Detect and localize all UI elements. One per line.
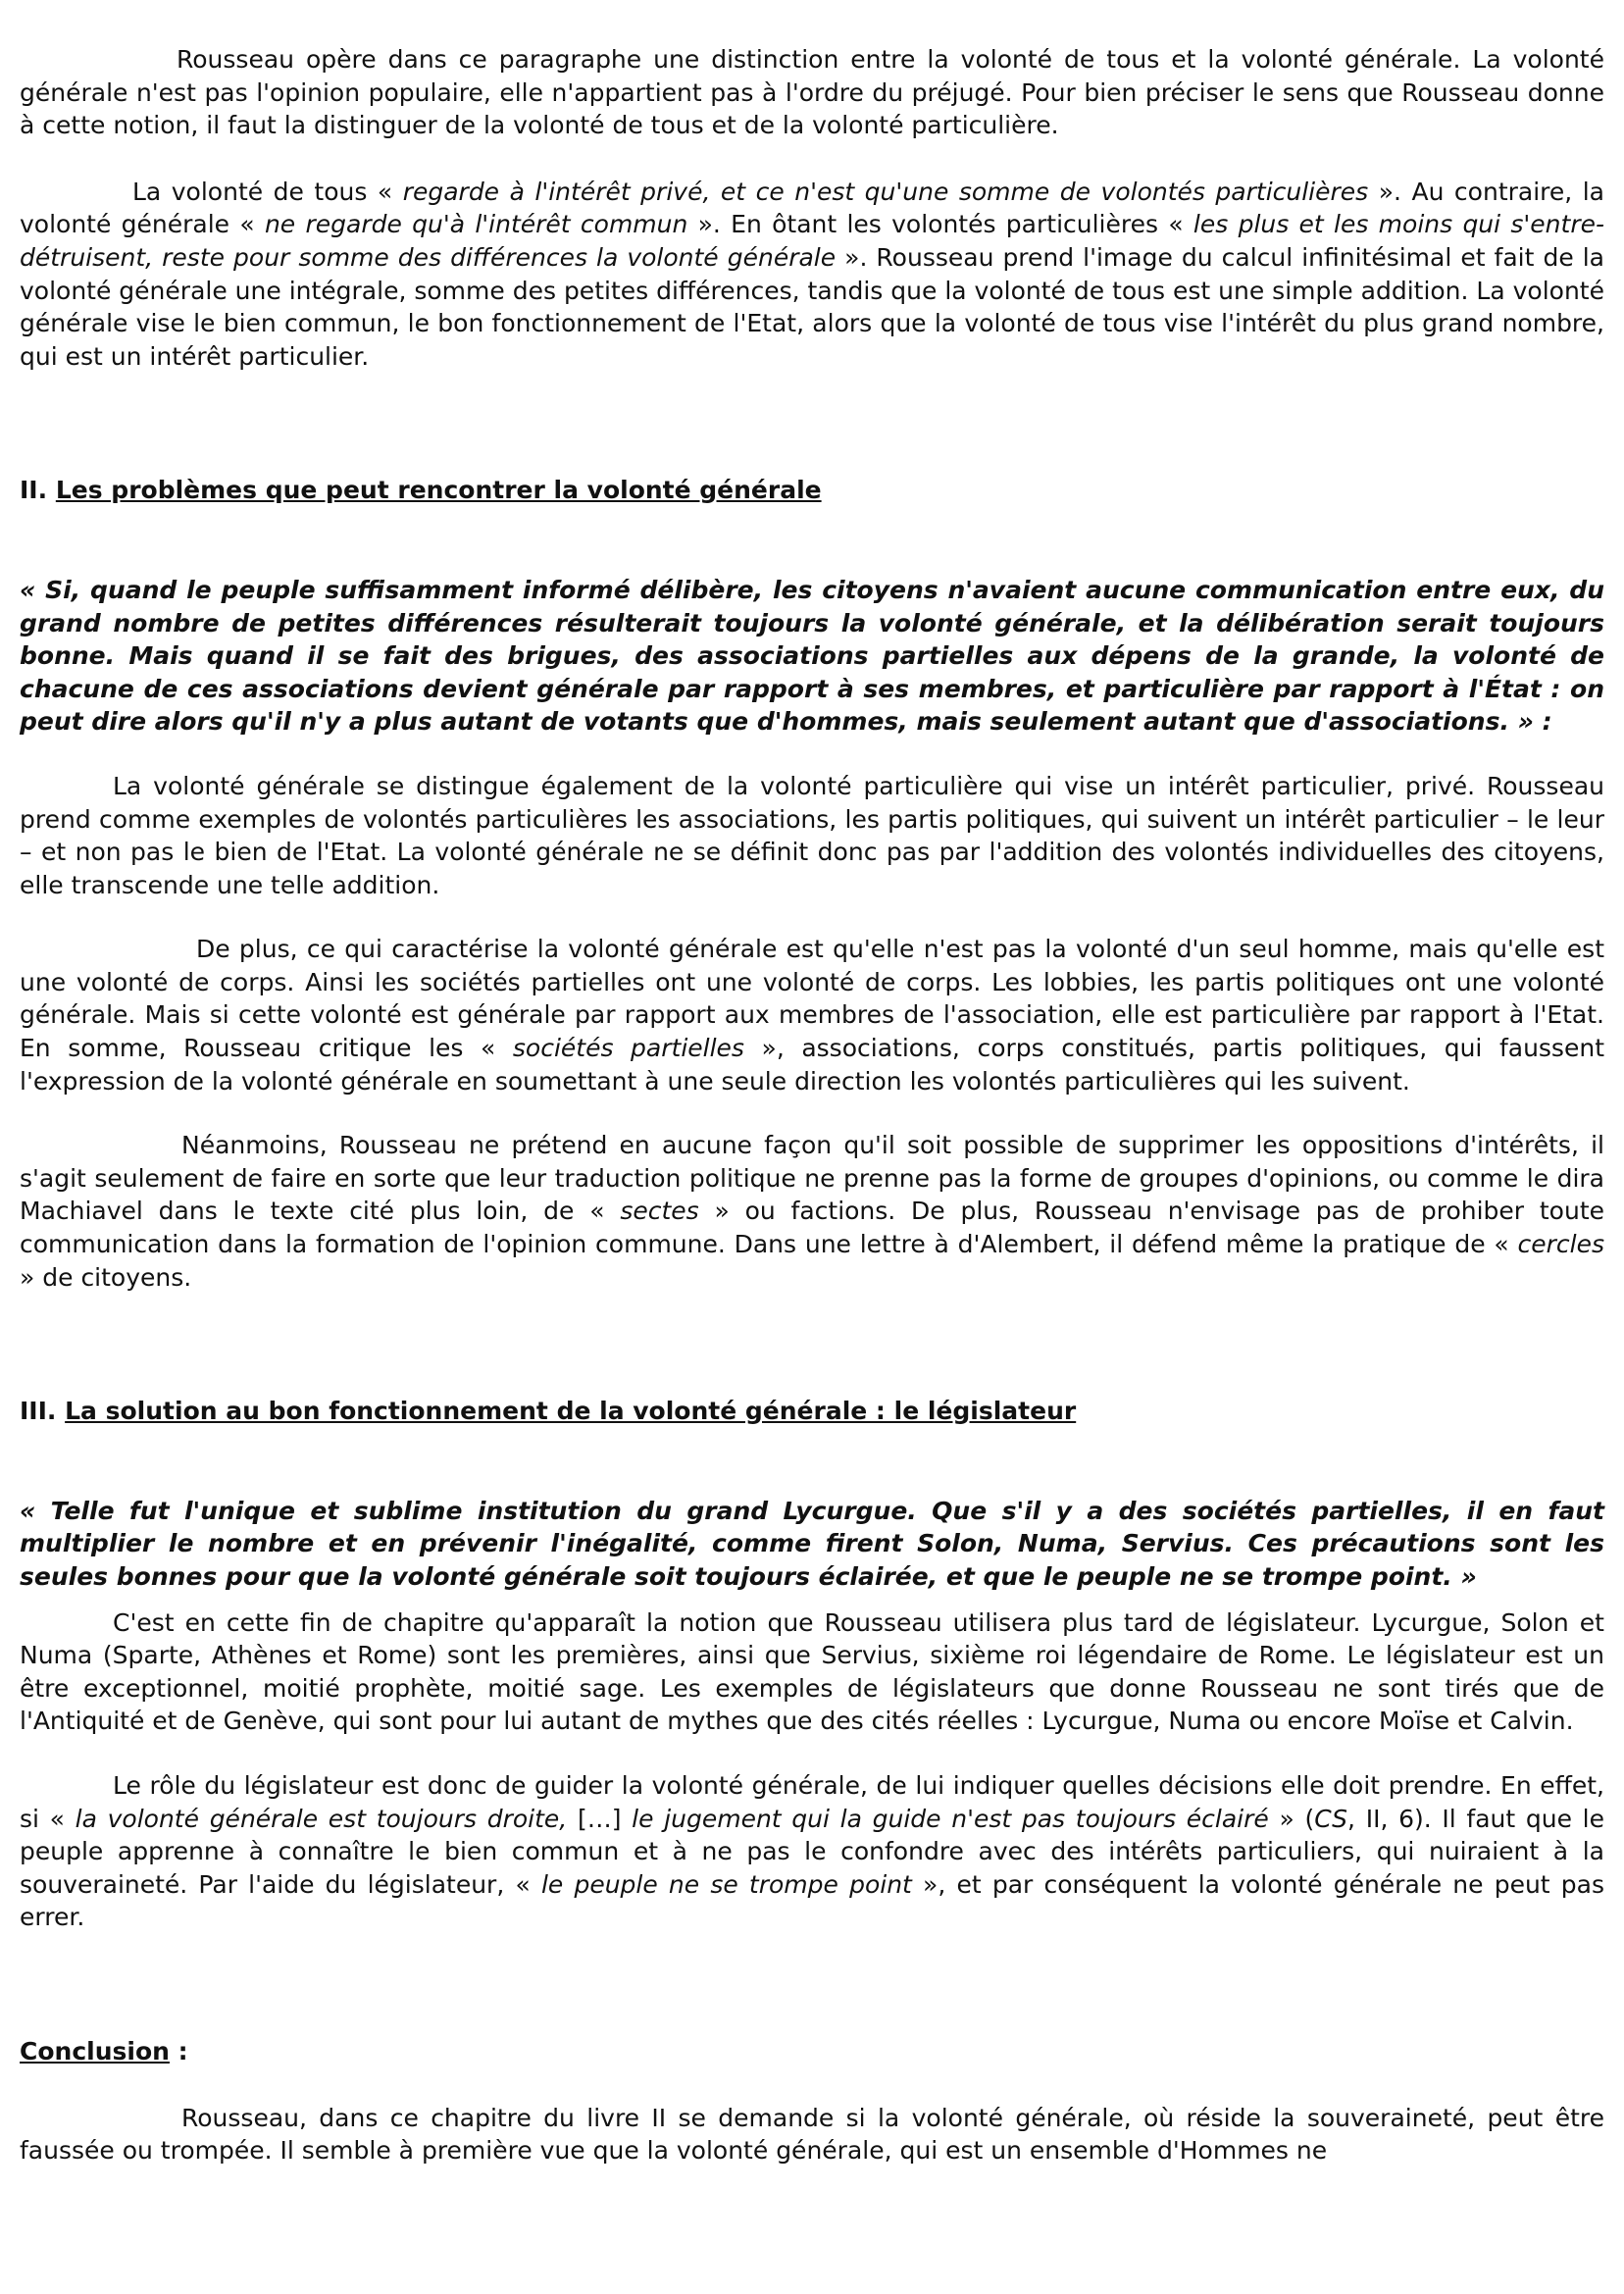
paragraph-volonte-particuliere: La volonté générale se distingue également de la volonté particulière qui vise un intérêt particulier, privé. Rousseau prend comme exemples de volontés particulières les associations, les partis politiques, qui suivent un intérêt particulier – le leur – et non pas le bien de l'Etat. La volonté générale ne se définit donc pas par l'addition des volontés individuelles des citoyens, elle transcende une telle addition.: [20, 771, 1604, 899]
paragraph-volonte-de-corps: De plus, ce qui caractérise la volonté générale est qu'elle n'est pas la volonté d'un seul homme, mais qu'elle est une volonté de corps. Ainsi les sociétés partielles ont une volonté de corps. Les lobbies, les partis politiques ont une volonté générale. Mais si cette volonté est générale par rapport aux membres de l'association, elle est particulière par rapport à l'Etat. En somme, Rousseau critique les « sociétés partielles », associations, corps constitués, partis politiques, qui faussent l'expression de la volonté générale en soumettant à une seule direction les volontés particulières qui les suivent.: [20, 935, 1604, 1096]
quote-section-2: « Si, quand le peuple suffisamment informé délibère, les citoyens n'avaient aucune communication entre eux, du grand nombre de petites différences résulterait toujours la volonté générale, et la délibération serait toujours bonne. Mais quand il se fait des brigues, des associations partielles aux dépens de la grande, la volonté de chacune de ces associations devient générale par rapport à ses membres, et particulière par rapport à l'État : on peut dire alors qu'il n'y a plus autant de votants que d'hommes, mais seulement autant que d'associations. » :: [20, 575, 1604, 737]
section-heading-2: II. Les problèmes que peut rencontrer la volonté générale: [20, 476, 822, 505]
paragraph-role-legislateur: Le rôle du législateur est donc de guider la volonté générale, de lui indiquer quelles décisions elle doit prendre. En effet, si « la volonté générale est toujours droite, […] le jugement qui la guide n'est pas toujours éclairé » (CS, II, 6). Il faut que le peuple apprenne à connaître le bien commun et à ne pas le confondre avec des intérêts particuliers, qui nuiraient à la souveraineté. Par l'aide du législateur, « le peuple ne se trompe point », et par conséquent la volonté générale ne peut pas errer.: [20, 1770, 1605, 1932]
paragraph-volonte-de-tous: La volonté de tous « regarde à l'intérêt privé, et ce n'est qu'une somme de volontés particulières ». Au contraire, la volonté générale « ne regarde qu'à l'intérêt commun ». En ôtant les volontés particulières « les plus et les moins qui s'entre-détruisent, reste pour somme des différences la volonté générale ». Rousseau prend l'image du calcul infinitésimal et fait de la volonté générale une intégrale, somme des petites différences, tandis que la volonté de tous est une simple addition. La volonté générale vise le bien commun, le bon fonctionnement de l'Etat, alors que la volonté de tous vise l'intérêt du plus grand nombre, qui est un intérêt particulier.: [20, 177, 1605, 371]
quote-section-3: « Telle fut l'unique et sublime institution du grand Lycurgue. Que s'il y a des sociétés partielles, il en faut multiplier le nombre et en prévenir l'inégalité, comme firent Solon, Numa, Servius. Ces précautions sont les seules bonnes pour que la volonté générale soit toujours éclairée, et que le peuple ne se trompe point. »: [20, 1496, 1604, 1591]
conclusion-heading: Conclusion :: [20, 2036, 188, 2065]
paragraph-conclusion: Rousseau, dans ce chapitre du livre II se demande si la volonté générale, où réside la souveraineté, peut être faussée ou trompée. Il semble à première vue que la volonté générale, qui est un ensemble d'Hommes ne: [20, 2103, 1604, 2166]
section-heading-3: III. La solution au bon fonctionnement de la volonté générale : le législateur: [20, 1397, 1077, 1426]
paragraph-legislateur: C'est en cette fin de chapitre qu'apparaît la notion que Rousseau utilisera plus tard de législateur. Lycurgue, Solon et Numa (Sparte, Athènes et Rome) sont les premières, ainsi que Servius, sixième roi légendaire de Rome. Le législateur est un être exceptionnel, moitié prophète, moitié sage. Les exemples de législateurs que donne Rousseau ne sont tirés que de l'Antiquité et de Genève, qui sont pour lui autant de mythes que des cités réelles : Lycurgue, Numa ou encore Moïse et Calvin.: [20, 1607, 1604, 1736]
paragraph-intro: Rousseau opère dans ce paragraphe une distinction entre la volonté de tous et la volonté générale. La volonté générale n'est pas l'opinion populaire, elle n'appartient pas à l'ordre du préjugé. Pour bien préciser le sens que Rousseau donne à cette notion, il faut la distinguer de la volonté de tous et de la volonté particulière.: [20, 45, 1604, 140]
paragraph-neanmoins: Néanmoins, Rousseau ne prétend en aucune façon qu'il soit possible de supprimer les oppositions d'intérêts, il s'agit seulement de faire en sorte que leur traduction politique ne prenne pas la forme de groupes d'opinions, ou comme le dira Machiavel dans le texte cité plus loin, de « sectes » ou factions. De plus, Rousseau n'envisage pas de prohiber toute communication dans la formation de l'opinion commune. Dans une lettre à d'Alembert, il défend même la pratique de « cercles » de citoyens.: [20, 1131, 1605, 1292]
